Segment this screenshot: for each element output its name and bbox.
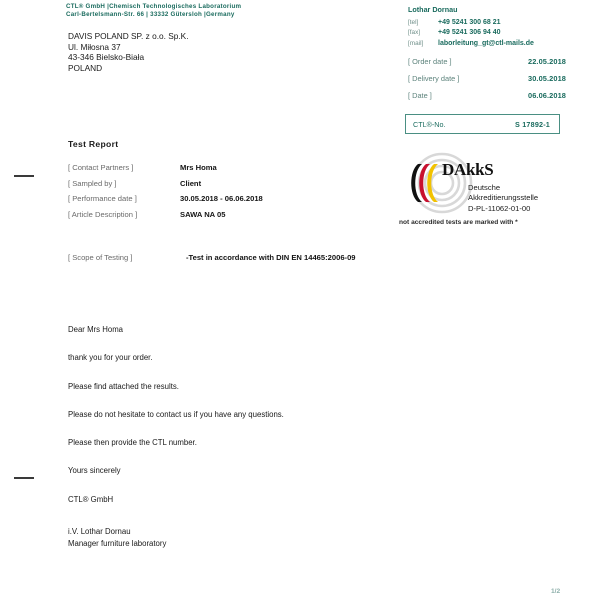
param-row-scope-of-testing: [68, 253, 398, 262]
letter-body: [68, 325, 468, 523]
report-parameter-list: [68, 163, 388, 225]
param-row-article-description: [68, 210, 388, 226]
sender-header-line-1: CTL® GmbH |Chemisch Technologisches Laboratorium: [66, 3, 242, 10]
sender-header: [66, 3, 241, 19]
date-row-order: [408, 57, 566, 74]
letter-paragraph-1: thank you for your order.: [68, 353, 153, 363]
contact-row-mail: [408, 39, 534, 50]
dakks-registration-number: D-PL-11062-01-00: [468, 203, 531, 213]
contact-row-tel: [408, 18, 534, 29]
signatory-name: i.V. Lothar Dornau: [68, 527, 131, 536]
ctl-number-label: CTL®-No.: [413, 119, 446, 129]
contact-row-fax: [408, 28, 534, 39]
page-number: 1/2: [551, 588, 561, 595]
contact-block: [408, 5, 534, 49]
sender-header-line-2: Carl-Bertelsmann-Str. 66 | 33332 Gütersloh |Germany: [66, 11, 235, 19]
param-row-sampled-by: [68, 179, 388, 195]
date-row-date: [408, 91, 566, 108]
dakks-wordmark: DAkkS: [442, 160, 494, 179]
recipient-country: POLAND: [68, 62, 103, 73]
dakks-subtitle: [468, 183, 538, 214]
letter-closing: Yours sincerely: [68, 466, 121, 476]
ctl-number-box: [405, 114, 560, 134]
letter-salutation: Dear Mrs Homa: [68, 325, 124, 334]
dakks-subtitle-line-1: Deutsche: [468, 183, 501, 192]
param-label-scope-of-testing: [ Scope of Testing ]: [68, 253, 133, 262]
letter-paragraph-2: Please find attached the results.: [68, 381, 179, 391]
dakks-subtitle-line-2: Akkreditierungsstelle: [468, 193, 539, 203]
contact-label-mail: [mail]: [408, 39, 424, 47]
param-label-performance-date: [ Performance date ]: [68, 194, 137, 203]
param-value-performance-date: 30.05.2018 - 06.06.2018: [180, 194, 263, 203]
contact-label-fax: [fax]: [408, 29, 421, 37]
letter-paragraph-3: Please do not hesitate to contact us if you have any questions.: [68, 409, 284, 419]
date-rows: [408, 57, 566, 108]
param-label-article-description: [ Article Description ]: [68, 209, 138, 219]
date-label-order: [ Order date ]: [408, 57, 452, 66]
contact-value-tel: +49 5241 300 68 21: [438, 18, 501, 26]
contact-value-fax: +49 5241 306 94 40: [438, 29, 501, 37]
letter-company: CTL® GmbH: [68, 494, 114, 504]
letter-paragraph-4: Please then provide the CTL number.: [68, 438, 197, 448]
param-row-contact-partners: [68, 163, 388, 179]
date-value-order: 22.05.2018: [528, 57, 566, 66]
contact-label-tel: [tel]: [408, 18, 419, 26]
recipient-street: Ul. Miłosna 37: [68, 41, 121, 52]
param-value-scope-of-testing: -Test in accordance with DIN EN 14465:2006-09: [186, 253, 356, 262]
page-title: Test Report: [68, 139, 119, 149]
accreditation-footnote: not accredited tests are marked with *: [399, 219, 518, 226]
signatory-role: Manager furniture laboratory: [68, 538, 167, 548]
recipient-company: DAVIS POLAND SP. z o.o. Sp.K.: [68, 31, 189, 41]
date-value-date: 06.06.2018: [528, 91, 566, 100]
contact-value-mail[interactable]: laborleitung_gt@ctl-mails.de: [438, 39, 534, 47]
param-label-sampled-by: [ Sampled by ]: [68, 178, 117, 188]
contact-person-name: Lothar Dornau: [408, 5, 458, 14]
date-row-delivery: [408, 74, 566, 91]
ctl-number-value: S 17892-1: [515, 119, 550, 129]
param-value-article-description: SAWA NA 05: [180, 209, 226, 219]
param-value-sampled-by: Client: [180, 178, 202, 188]
date-value-delivery: 30.05.2018: [528, 74, 566, 83]
signature-block: [68, 526, 166, 549]
recipient-city: 43-346 Bielsko-Biała: [68, 52, 145, 63]
fold-mark-top: [14, 175, 34, 177]
param-row-performance-date: [68, 194, 388, 210]
param-label-contact-partners: [ Contact Partners ]: [68, 163, 134, 172]
fold-mark-bottom: [14, 477, 34, 479]
date-label-delivery: [ Delivery date ]: [408, 74, 460, 83]
date-label-date: [ Date ]: [408, 91, 432, 100]
recipient-address: [68, 31, 189, 73]
param-value-contact-partners: Mrs Homa: [180, 163, 217, 172]
